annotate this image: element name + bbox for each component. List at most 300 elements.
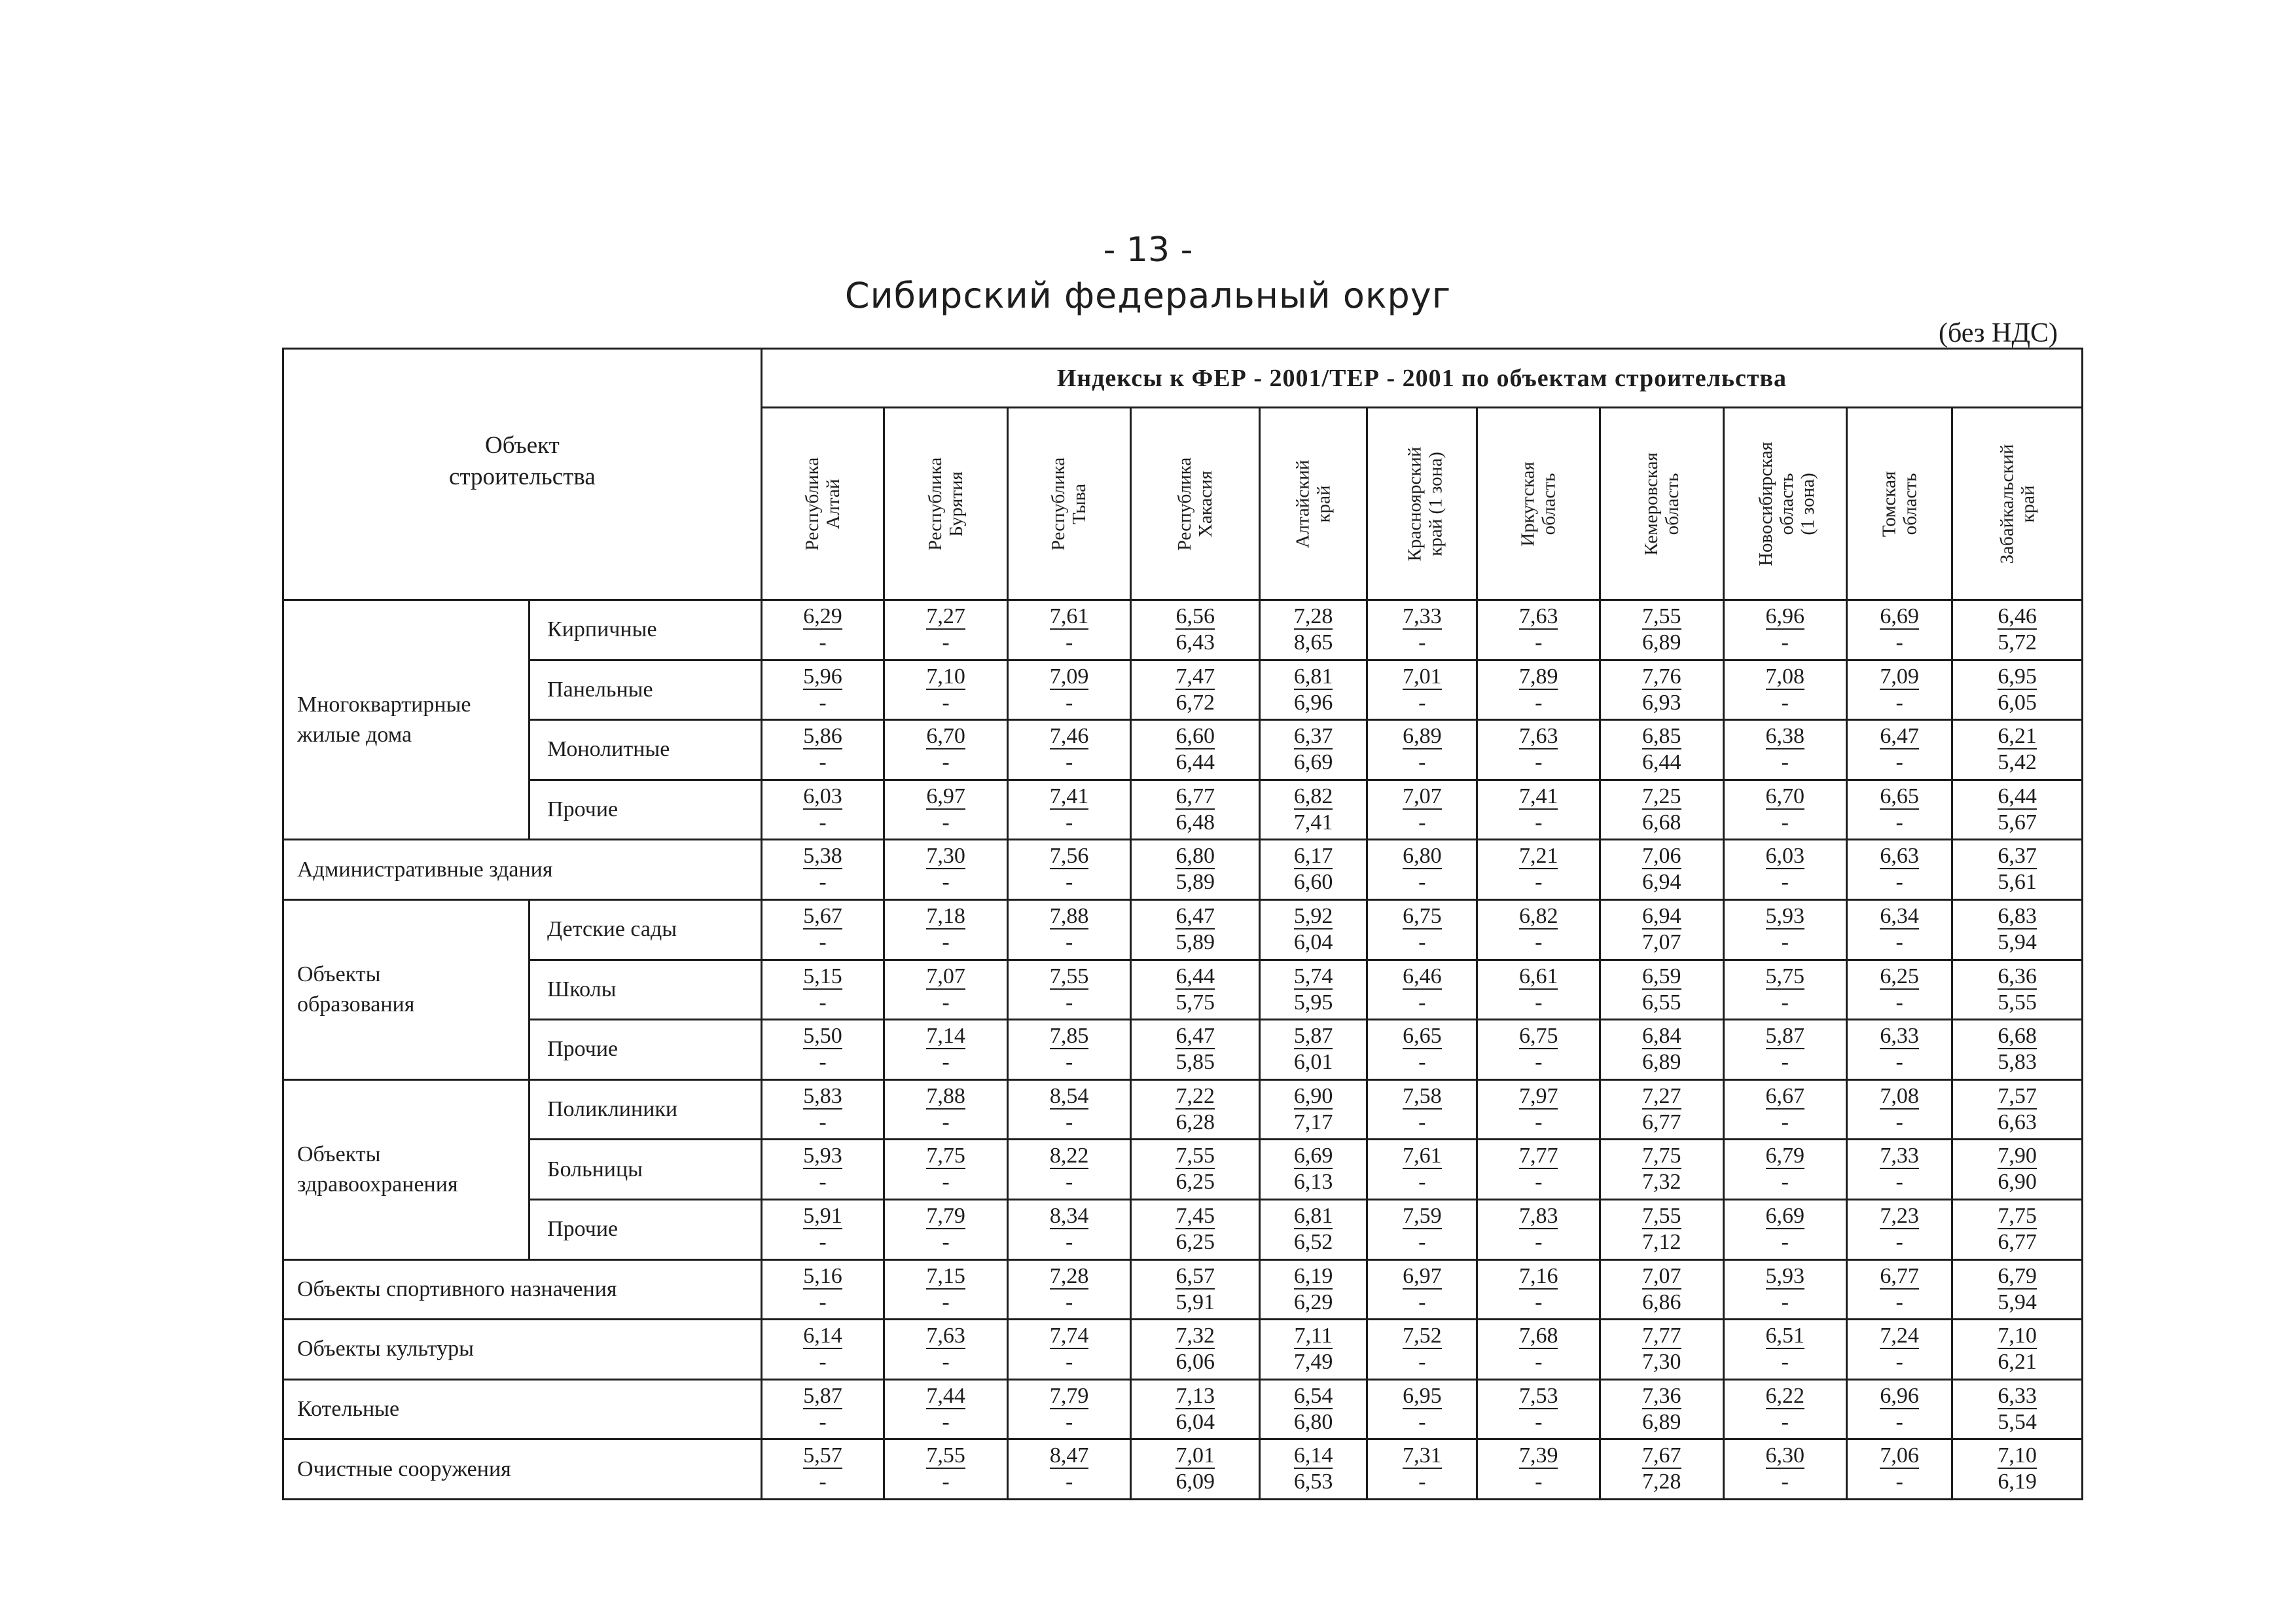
index-cell	[884, 780, 1008, 840]
index-value-upper: 6,85	[1642, 724, 1681, 749]
index-cell	[761, 1140, 884, 1200]
index-value-upper: 6,44	[1175, 964, 1215, 988]
index-cell	[1600, 600, 1723, 660]
region-name: Республика Бурятия	[925, 457, 967, 550]
index-cell	[1131, 1079, 1260, 1140]
table-body	[283, 600, 2083, 1500]
index-value-lower: -	[819, 1050, 827, 1075]
index-cell	[1477, 720, 1600, 780]
index-value-upper: 7,88	[1049, 903, 1089, 928]
index-cell	[1477, 1079, 1600, 1140]
index-value-upper: 7,27	[926, 604, 965, 628]
index-value-upper: 7,33	[1403, 604, 1442, 628]
region-name: Забайкальский край	[1996, 443, 2039, 564]
index-value-lower: -	[1535, 990, 1543, 1015]
index-value-lower: 6,19	[1998, 1470, 2037, 1494]
index-value-lower: 7,17	[1293, 1110, 1333, 1134]
index-cell	[1367, 960, 1477, 1020]
index-cell	[1007, 1379, 1131, 1439]
index-cell	[1723, 960, 1847, 1020]
index-value-lower: -	[1895, 990, 1903, 1015]
index-value-upper: 7,90	[1998, 1144, 2037, 1168]
index-cell	[1600, 840, 1723, 900]
region-name: Томская область	[1878, 471, 1921, 537]
index-value-lower: -	[1781, 630, 1789, 655]
index-value-upper: 6,14	[803, 1324, 842, 1348]
region-name: Иркутская область	[1517, 461, 1560, 547]
index-value-lower: -	[1065, 630, 1073, 655]
table-row	[283, 1079, 2083, 1140]
index-value-lower: 5,72	[1998, 630, 2037, 655]
index-value-upper: 7,31	[1403, 1443, 1442, 1468]
index-value-lower: 6,89	[1642, 1409, 1681, 1434]
index-value-upper: 6,89	[1403, 724, 1442, 749]
object-name: Объекты культуры	[283, 1320, 762, 1380]
index-value-lower: -	[1895, 690, 1903, 715]
index-value-lower: 6,96	[1293, 690, 1333, 715]
index-cell	[1952, 660, 2083, 720]
index-value-upper: 7,53	[1518, 1383, 1558, 1408]
index-cell	[884, 660, 1008, 720]
index-value-upper: 6,97	[926, 784, 965, 808]
index-cell	[761, 1439, 884, 1500]
index-value-upper: 6,95	[1998, 664, 2037, 689]
index-value-lower: -	[1895, 1170, 1903, 1195]
index-cell	[761, 600, 884, 660]
index-value-upper: 5,38	[803, 844, 842, 869]
index-value-upper: 7,25	[1642, 784, 1681, 808]
table-row	[283, 899, 2083, 960]
index-cell	[761, 1379, 884, 1439]
index-value-upper: 6,80	[1175, 844, 1215, 869]
index-value-lower: 5,94	[1998, 929, 2037, 954]
index-value-upper: 7,41	[1518, 784, 1558, 808]
index-value-lower: -	[819, 810, 827, 835]
index-cell	[1477, 1020, 1600, 1080]
index-value-lower: 5,85	[1175, 1050, 1215, 1075]
index-cell	[1847, 1020, 1952, 1080]
index-value-upper: 7,39	[1518, 1443, 1558, 1468]
index-cell	[1260, 1259, 1367, 1320]
index-cell	[761, 899, 884, 960]
index-value-upper: 7,01	[1175, 1443, 1215, 1468]
index-cell	[1131, 780, 1260, 840]
index-cell	[761, 1320, 884, 1380]
index-cell	[1723, 1259, 1847, 1320]
index-cell	[1007, 1320, 1131, 1380]
index-cell	[761, 780, 884, 840]
index-cell	[1367, 840, 1477, 900]
index-value-lower: -	[819, 690, 827, 715]
region-name: Алтайский край	[1292, 460, 1335, 548]
index-value-upper: 7,61	[1049, 604, 1089, 628]
index-cell	[1477, 780, 1600, 840]
index-cell	[1723, 1079, 1847, 1140]
index-value-lower: -	[1418, 1110, 1426, 1134]
index-cell	[1007, 1140, 1131, 1200]
index-cell	[1367, 660, 1477, 720]
index-value-upper: 7,45	[1175, 1203, 1215, 1228]
index-cell	[1477, 1140, 1600, 1200]
index-cell	[1723, 1320, 1847, 1380]
index-value-upper: 6,36	[1998, 964, 2037, 988]
region-header-4	[1131, 408, 1260, 600]
index-value-lower: -	[819, 1290, 827, 1314]
index-value-lower: -	[1535, 1350, 1543, 1375]
index-cell	[1007, 840, 1131, 900]
vat-note: (без НДС)	[1938, 318, 2058, 348]
index-value-lower: -	[942, 990, 950, 1015]
index-cell	[1260, 840, 1367, 900]
index-value-upper: 7,55	[1175, 1144, 1215, 1168]
index-value-lower: -	[1535, 1409, 1543, 1434]
index-value-upper: 6,46	[1403, 964, 1442, 988]
object-header: Объект строительства	[283, 349, 762, 600]
index-cell	[884, 1379, 1008, 1439]
index-value-lower: 6,52	[1293, 1229, 1333, 1254]
index-value-lower: -	[1418, 1409, 1426, 1434]
index-cell	[1600, 1439, 1723, 1500]
table-row	[283, 1140, 2083, 1200]
index-value-upper: 7,10	[1998, 1324, 2037, 1348]
index-value-upper: 6,29	[803, 604, 842, 628]
index-value-lower: -	[942, 1290, 950, 1314]
index-value-upper: 6,30	[1765, 1443, 1805, 1468]
object-subtype: Больницы	[529, 1140, 762, 1200]
index-cell	[761, 720, 884, 780]
index-cell	[1260, 1199, 1367, 1259]
index-value-upper: 7,07	[1642, 1263, 1681, 1288]
index-value-lower: -	[1535, 810, 1543, 835]
index-value-lower: 6,68	[1642, 810, 1681, 835]
index-value-upper: 6,81	[1293, 664, 1333, 689]
index-value-upper: 8,22	[1049, 1144, 1089, 1168]
index-cell	[1847, 1199, 1952, 1259]
index-value-upper: 6,77	[1175, 784, 1215, 808]
index-value-lower: -	[1535, 630, 1543, 655]
index-cell	[1477, 960, 1600, 1020]
index-value-upper: 5,67	[803, 903, 842, 928]
index-value-lower: 7,30	[1642, 1350, 1681, 1375]
index-cell	[884, 1320, 1008, 1380]
index-cell	[1260, 1320, 1367, 1380]
index-value-lower: 6,89	[1642, 630, 1681, 655]
index-cell	[1723, 1379, 1847, 1439]
index-value-lower: -	[1535, 1170, 1543, 1195]
index-value-upper: 6,65	[1880, 784, 1919, 808]
index-value-lower: -	[942, 1170, 950, 1195]
object-subtype: Прочие	[529, 1199, 762, 1259]
index-value-lower: -	[1781, 750, 1789, 775]
index-value-upper: 7,06	[1642, 844, 1681, 869]
index-value-upper: 7,28	[1049, 1263, 1089, 1288]
index-value-upper: 7,67	[1642, 1443, 1681, 1468]
index-value-lower: 6,93	[1642, 690, 1681, 715]
index-value-lower: 6,86	[1642, 1290, 1681, 1314]
index-cell	[1600, 1199, 1723, 1259]
index-value-upper: 6,44	[1998, 784, 2037, 808]
index-cell	[1847, 899, 1952, 960]
index-cell	[761, 660, 884, 720]
index-value-upper: 6,70	[926, 724, 965, 749]
index-value-lower: 6,25	[1175, 1170, 1215, 1195]
index-cell	[1600, 899, 1723, 960]
index-value-lower: 6,48	[1175, 810, 1215, 835]
object-group-name: Объекты образования	[283, 899, 529, 1079]
index-value-lower: 5,75	[1175, 990, 1215, 1015]
index-value-upper: 7,10	[926, 664, 965, 689]
index-value-upper: 5,91	[803, 1203, 842, 1228]
index-value-upper: 7,33	[1880, 1144, 1919, 1168]
index-value-upper: 6,14	[1293, 1443, 1333, 1468]
object-subtype: Прочие	[529, 1020, 762, 1080]
index-cell	[1007, 660, 1131, 720]
index-value-lower: -	[1065, 1409, 1073, 1434]
index-value-lower: -	[1418, 630, 1426, 655]
index-cell	[1600, 1379, 1723, 1439]
index-value-upper: 6,19	[1293, 1263, 1333, 1288]
index-cell	[1600, 1320, 1723, 1380]
index-cell	[1847, 1259, 1952, 1320]
region-header-10	[1847, 408, 1952, 600]
index-cell	[1367, 600, 1477, 660]
index-value-lower: -	[1065, 750, 1073, 775]
index-cell	[1131, 960, 1260, 1020]
index-value-upper: 6,67	[1765, 1083, 1805, 1108]
index-cell	[1952, 1259, 2083, 1320]
index-value-lower: 6,21	[1998, 1350, 2037, 1375]
index-value-lower: -	[819, 630, 827, 655]
index-value-upper: 7,52	[1403, 1324, 1442, 1348]
index-cell	[1260, 899, 1367, 960]
indices-header: Индексы к ФЕР - 2001/ТЕР - 2001 по объектам строительства	[761, 349, 2082, 408]
table-row	[283, 840, 2083, 900]
index-cell	[1260, 1020, 1367, 1080]
index-value-lower: -	[1895, 1110, 1903, 1134]
index-value-upper: 5,57	[803, 1443, 842, 1468]
index-cell	[1952, 780, 2083, 840]
index-cell	[1723, 720, 1847, 780]
index-value-upper: 6,54	[1293, 1383, 1333, 1408]
index-value-lower: 6,44	[1642, 750, 1681, 775]
index-cell	[1477, 600, 1600, 660]
index-cell	[1007, 720, 1131, 780]
index-value-lower: 6,89	[1642, 1050, 1681, 1075]
index-cell	[1723, 1199, 1847, 1259]
object-group-name: Многоквартирные жилые дома	[283, 600, 529, 840]
index-cell	[1723, 780, 1847, 840]
index-value-lower: 6,72	[1175, 690, 1215, 715]
index-cell	[1007, 780, 1131, 840]
index-value-upper: 6,03	[1765, 844, 1805, 869]
index-value-lower: -	[819, 1170, 827, 1195]
index-value-lower: 6,01	[1293, 1050, 1333, 1075]
index-cell	[1367, 1140, 1477, 1200]
object-group-name: Объекты здравоохранения	[283, 1079, 529, 1259]
index-cell	[1847, 660, 1952, 720]
index-value-lower: 5,95	[1293, 990, 1333, 1015]
index-value-upper: 5,16	[803, 1263, 842, 1288]
index-value-lower: 6,94	[1642, 870, 1681, 895]
index-value-upper: 6,47	[1880, 724, 1919, 749]
index-cell	[1367, 1020, 1477, 1080]
index-value-lower: 7,28	[1642, 1470, 1681, 1494]
index-value-lower: -	[942, 1470, 950, 1494]
index-value-lower: 5,61	[1998, 870, 2037, 895]
index-value-lower: -	[1065, 690, 1073, 715]
index-cell	[1367, 1379, 1477, 1439]
index-cell	[1723, 899, 1847, 960]
index-value-lower: -	[1418, 870, 1426, 895]
index-value-lower: 6,60	[1293, 870, 1333, 895]
index-value-lower: -	[819, 750, 827, 775]
region-header-1	[761, 408, 884, 600]
index-value-upper: 6,69	[1880, 604, 1919, 628]
index-value-lower: 6,29	[1293, 1290, 1333, 1314]
index-cell	[1367, 780, 1477, 840]
table-row	[283, 720, 2083, 780]
index-cell	[1847, 600, 1952, 660]
index-value-lower: -	[1065, 990, 1073, 1015]
index-value-lower: -	[1781, 929, 1789, 954]
region-name: Республика Хакасия	[1174, 457, 1217, 550]
index-value-upper: 5,75	[1765, 964, 1805, 988]
object-subtype: Монолитные	[529, 720, 762, 780]
index-value-upper: 7,46	[1049, 724, 1089, 749]
index-cell	[1367, 720, 1477, 780]
index-cell	[1477, 660, 1600, 720]
index-value-upper: 6,79	[1765, 1144, 1805, 1168]
index-value-lower: -	[942, 750, 950, 775]
index-value-upper: 7,36	[1642, 1383, 1681, 1408]
index-cell	[1847, 720, 1952, 780]
index-cell	[1952, 1320, 2083, 1380]
object-subtype: Школы	[529, 960, 762, 1020]
index-value-lower: 6,69	[1293, 750, 1333, 775]
index-value-upper: 6,65	[1403, 1024, 1442, 1049]
region-name: Республика Алтай	[802, 457, 844, 550]
index-value-lower: -	[1065, 1470, 1073, 1494]
index-value-lower: -	[942, 1350, 950, 1375]
index-value-upper: 7,63	[926, 1324, 965, 1348]
index-cell	[1477, 1199, 1600, 1259]
index-cell	[1260, 600, 1367, 660]
index-value-upper: 7,75	[1642, 1144, 1681, 1168]
index-value-lower: -	[1065, 1170, 1073, 1195]
index-value-lower: -	[1418, 1229, 1426, 1254]
index-value-upper: 6,17	[1293, 844, 1333, 869]
index-cell	[1007, 1259, 1131, 1320]
index-value-upper: 7,28	[1293, 604, 1333, 628]
index-value-lower: -	[1065, 1229, 1073, 1254]
index-cell	[884, 1079, 1008, 1140]
index-value-upper: 5,74	[1293, 964, 1333, 988]
index-value-lower: -	[1065, 1050, 1073, 1075]
index-value-upper: 7,88	[926, 1083, 965, 1108]
index-value-lower: 7,07	[1642, 929, 1681, 954]
index-value-upper: 6,80	[1403, 844, 1442, 869]
index-value-upper: 6,96	[1765, 604, 1805, 628]
index-cell	[1477, 1439, 1600, 1500]
index-value-lower: 5,83	[1998, 1050, 2037, 1075]
index-value-lower: -	[1535, 1290, 1543, 1314]
index-cell	[1952, 1079, 2083, 1140]
index-cell	[1131, 1199, 1260, 1259]
index-cell	[1260, 1439, 1367, 1500]
index-cell	[1847, 1439, 1952, 1500]
index-value-lower: -	[1781, 1350, 1789, 1375]
table-row	[283, 1199, 2083, 1259]
index-value-upper: 7,23	[1880, 1203, 1919, 1228]
index-cell	[761, 1259, 884, 1320]
index-value-lower: 7,49	[1293, 1350, 1333, 1375]
index-cell	[761, 840, 884, 900]
index-cell	[1952, 1439, 2083, 1500]
index-cell	[1847, 780, 1952, 840]
index-value-lower: -	[942, 870, 950, 895]
index-value-upper: 5,92	[1293, 903, 1333, 928]
index-value-lower: 6,80	[1293, 1409, 1333, 1434]
index-value-lower: -	[1895, 1470, 1903, 1494]
index-value-upper: 7,01	[1403, 664, 1442, 689]
index-value-upper: 5,96	[803, 664, 842, 689]
index-value-upper: 6,95	[1403, 1383, 1442, 1408]
index-cell	[884, 1020, 1008, 1080]
index-value-upper: 6,94	[1642, 903, 1681, 928]
index-value-lower: -	[1535, 1470, 1543, 1494]
index-cell	[1367, 1199, 1477, 1259]
region-name: Красноярский край (1 зона)	[1404, 446, 1446, 561]
index-cell	[1952, 960, 2083, 1020]
index-value-lower: 7,32	[1642, 1170, 1681, 1195]
index-cell	[1007, 1079, 1131, 1140]
index-value-upper: 6,47	[1175, 903, 1215, 928]
index-cell	[1600, 720, 1723, 780]
index-cell	[761, 1079, 884, 1140]
index-value-lower: -	[1535, 1110, 1543, 1134]
index-value-lower: -	[1418, 810, 1426, 835]
index-value-lower: -	[1418, 690, 1426, 715]
index-cell	[1952, 1020, 2083, 1080]
index-value-upper: 6,60	[1175, 724, 1215, 749]
index-value-upper: 6,61	[1518, 964, 1558, 988]
index-value-lower: 5,42	[1998, 750, 2037, 775]
table-row	[283, 780, 2083, 840]
index-cell	[1952, 840, 2083, 900]
index-value-lower: -	[942, 1110, 950, 1134]
index-value-upper: 7,97	[1518, 1083, 1558, 1108]
index-value-lower: -	[1781, 990, 1789, 1015]
index-value-lower: -	[819, 1350, 827, 1375]
index-value-upper: 5,93	[803, 1144, 842, 1168]
index-value-lower: -	[1418, 750, 1426, 775]
index-value-lower: -	[1895, 750, 1903, 775]
index-cell	[1952, 600, 2083, 660]
index-value-lower: -	[1535, 1050, 1543, 1075]
index-value-upper: 6,57	[1175, 1263, 1215, 1288]
index-cell	[1477, 1320, 1600, 1380]
object-subtype: Детские сады	[529, 899, 762, 960]
index-value-lower: 5,91	[1175, 1290, 1215, 1314]
index-cell	[761, 1020, 884, 1080]
index-value-upper: 7,89	[1518, 664, 1558, 689]
index-value-upper: 7,24	[1880, 1324, 1919, 1348]
index-value-upper: 7,58	[1403, 1083, 1442, 1108]
index-value-upper: 8,54	[1049, 1083, 1089, 1108]
index-value-lower: -	[1065, 929, 1073, 954]
index-cell	[1131, 1379, 1260, 1439]
index-value-upper: 7,77	[1642, 1324, 1681, 1348]
